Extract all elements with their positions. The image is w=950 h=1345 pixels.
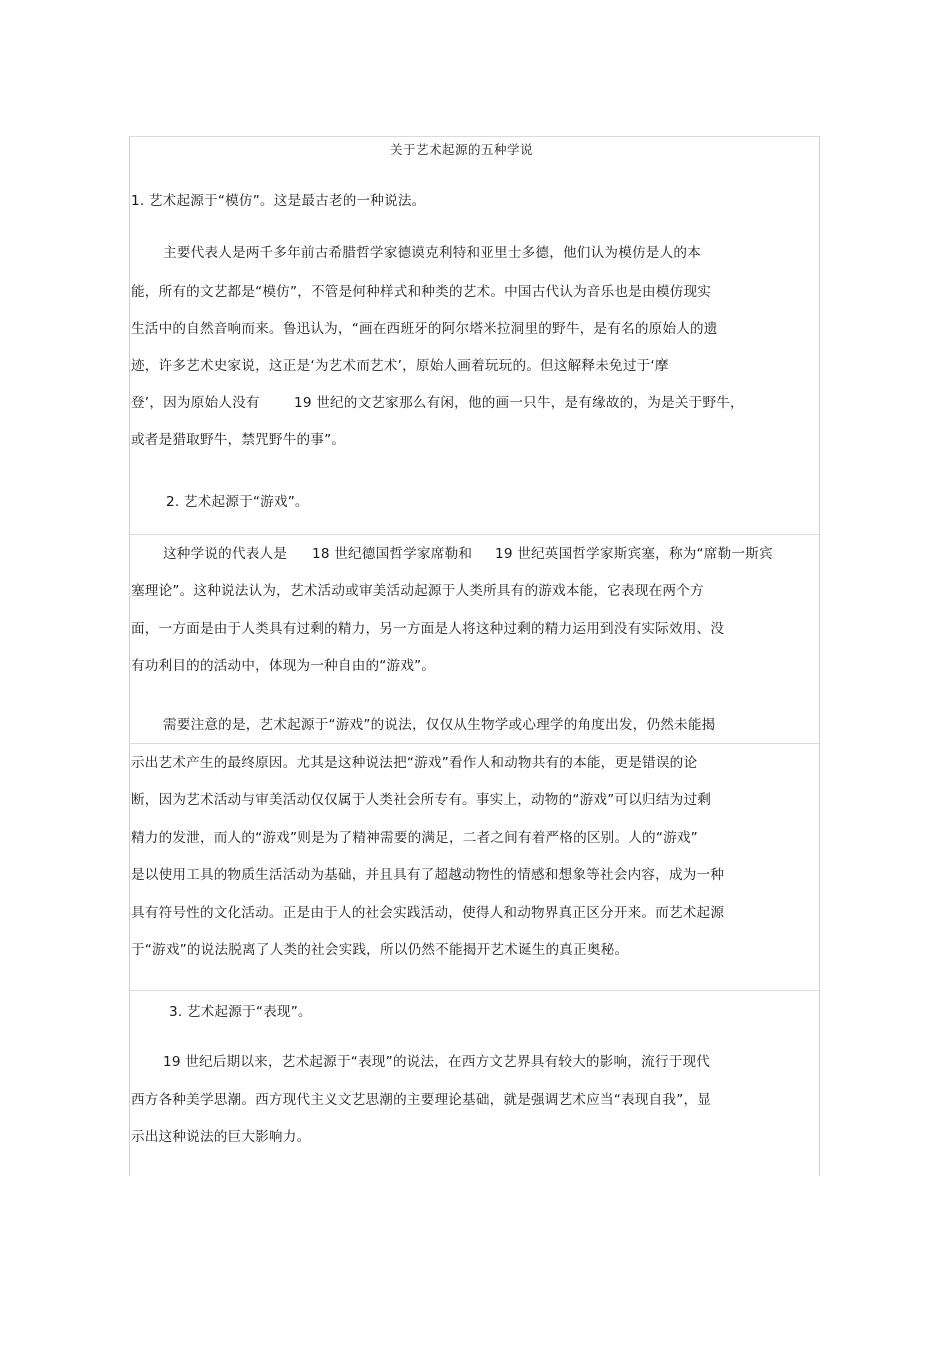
section-heading: 3. 艺术起源于“表现”。 <box>169 1004 312 1020</box>
paragraph-line: 19 世纪的文艺家那么有闲，他的画一只牛，是有缘故的，为是关于野牛， <box>294 395 744 411</box>
paragraph-line: 主要代表人是两千多年前古希腊哲学家德谟克利特和亚里士多德，他们认为模仿是人的本 <box>163 245 701 261</box>
paragraph-line: 精力的发泄，而人的“游戏”则是为了精神需要的满足，二者之间有着严格的区别。人的“游戏” <box>131 830 698 846</box>
paragraph-line: 是以使用工具的物质生活活动为基础，并且具有了超越动物性的情感和想象等社会内容，成为一种 <box>131 867 725 883</box>
paragraph-line: 具有符号性的文化活动。正是由于人的社会实践活动，使得人和动物界真正区分开来。而艺术起源 <box>131 905 725 921</box>
paragraph-line: 19 世纪后期以来，艺术起源于“表现”的说法，在西方文艺界具有较大的影响，流行于现代 <box>163 1054 711 1070</box>
row-divider <box>129 534 819 535</box>
paragraph-line: 19 世纪英国哲学家斯宾塞，称为“席勒一斯宾 <box>495 546 773 562</box>
row-divider <box>129 990 819 991</box>
paragraph-line: 登’，因为原始人没有 <box>131 395 260 411</box>
left-border <box>129 136 130 1176</box>
paragraph-line: 于“游戏”的说法脱离了人类的社会实践，所以仍然不能揭开艺术诞生的真正奥秘。 <box>131 942 629 958</box>
paragraph-line: 能，所有的文艺都是“模仿”，不管是何种样式和种类的艺术。中国古代认为音乐也是由模仿现实 <box>131 284 712 300</box>
paragraph-line: 迹，许多艺术史家说，这正是‘为艺术而艺术’，原始人画着玩玩的。但这解释未免过于‘摩 <box>131 358 669 374</box>
top-border <box>129 136 819 137</box>
paragraph-line: 示出艺术产生的最终原因。尤其是这种说法把“游戏”看作人和动物共有的本能，更是错误的论 <box>131 755 698 771</box>
paragraph-line: 需要注意的是，艺术起源于“游戏”的说法，仅仅从生物学或心理学的角度出发，仍然未能揭 <box>163 717 716 733</box>
section-heading: 2. 艺术起源于“游戏”。 <box>166 494 309 510</box>
row-divider <box>129 743 819 744</box>
paragraph-line: 18 世纪德国哲学家席勒和 <box>312 546 473 562</box>
right-border <box>819 136 820 1176</box>
document-title: 关于艺术起源的五种学说 <box>390 142 534 157</box>
paragraph-line: 断，因为艺术活动与审美活动仅仅属于人类社会所专有。事实上，动物的“游戏”可以归结为过剩 <box>131 792 712 808</box>
paragraph-line: 西方各种美学思潮。西方现代主义文艺思潮的主要理论基础，就是强调艺术应当“表现自我”，显 <box>131 1092 712 1108</box>
paragraph-line: 有功利目的的活动中，体现为一种自由的“游戏”。 <box>131 658 436 674</box>
paragraph-line: 塞理论”。这种说法认为，艺术活动或审美活动起源于人类所具有的游戏本能，它表现在两个方 <box>131 583 704 599</box>
paragraph-line: 这种学说的代表人是 <box>163 546 288 562</box>
paragraph-line: 示出这种说法的巨大影响力。 <box>131 1129 311 1145</box>
section-heading: 1. 艺术起源于“模仿”。这是最古老的一种说法。 <box>131 193 426 209</box>
paragraph-line: 面，一方面是由于人类具有过剩的精力，另一方面是人将这种过剩的精力运用到没有实际效用、没 <box>131 621 725 637</box>
paragraph-line: 或者是猎取野牛，禁咒野牛的事”。 <box>131 432 346 448</box>
paragraph-line: 生活中的自然音响而来。鲁迅认为，“画在西班牙的阿尔塔米拉洞里的野牛，是有名的原始人的遗 <box>131 321 718 337</box>
